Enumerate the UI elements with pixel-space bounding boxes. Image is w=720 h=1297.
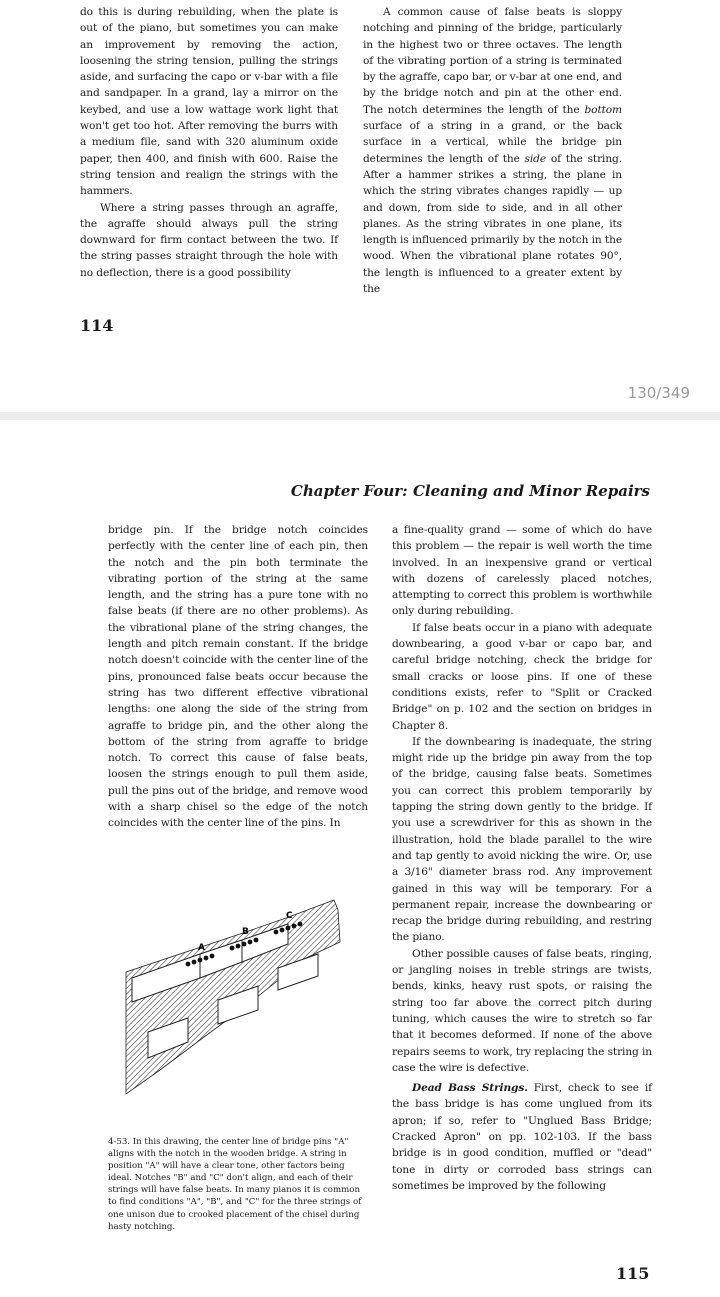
chapter-title: Chapter Four: Cleaning and Minor Repairs [290,482,650,500]
page-115-left-column [108,522,368,832]
page-counter: 130/349 [627,384,690,402]
paragraph: Other possible causes of false beats, ringing, or jangling noises in treble strings are twists, bends, kinks, heavy rust spots, or raising the string too far above the correct pitch during tuning, which causes the wire to stretch so far that it becomes deformed. If none of the above repairs seems to work, try replacing the string in case the wire is defective. [392,947,653,1074]
page-number: 115 [616,1264,650,1283]
paragraph: If the downbearing is inadequate, the string might ride up the bridge pin away from the top of the bridge, causing false beats. Sometimes you can correct this problem temporarily by tapping the string down gently to the bridge. If you use a screwdriver for this as shown in the illustration, hold the blade parallel to the wire and tap gently to avoid nicking the wire. Or, use a 3/16" diameter brass rod. Any improvement gained in this way will be temporary. For a permanent repair, increase the downbearing or recap the bridge during rebuilding, and restring the piano. [392,735,652,944]
paragraph: bridge pin. If the bridge notch coincides perfectly with the center line of each pin, then the notch and the pin both terminate the vibrating portion of the string at the same length, and the string has a pure tone with no false beats (if there are no other problems). As the vibrational plane of the string changes, the length and pitch remain constant. If the bridge notch doesn't coincide with the center line of the pins, pronounced false beats occur because the string has two different effective vibrational lengths: one along the side of the string from agraffe to bridge pin, and the other along the bottom of the string from agraffe to bridge notch. To correct this cause of false beats, loosen the strings enough to pull them aside, pull the pins out of the bridge, and remove wood with a sharp chisel so the edge of the notch coincides with the center line of the pins. In [108,524,368,830]
figure-label-a: A [198,943,205,953]
paragraph: a fine-quality grand — some of which do have this problem — the repair is well worth the time involved. In an inexpensive grand or vertical with dozens of carelessly placed notches, attempting to correct this problem is worthwhile only during rebuilding. [392,524,652,618]
page-114-left-column [80,4,338,281]
bridge-notch-illustration [108,882,368,1122]
page-114-right-column [363,4,622,297]
page-number: 114 [80,316,114,335]
paragraph: Where a string passes through an agraffe, the agraffe should always pull the string downward for firm contact between the two. If the string passes straight through the hole with no deflection, there is a good possibility [80,201,338,279]
bridge-notch-figure [108,882,368,1122]
page-114 [0,0,720,412]
section-heading-dead-bass-strings: Dead Bass Strings. [412,1082,528,1095]
figure-label-c: C [286,911,293,921]
paragraph: Dead Bass Strings. First, check to see if the bass bridge is has come unglued from its apron; if so, refer to "Unglued Bass Bridge; Cracked Apron" on pp. 102-103. If the bass bridge is in good condition, muffled or "dead" tone in dirty or corroded bass strings can sometimes be improved by the following [392,1082,652,1192]
figure-label-b: B [242,927,249,937]
paragraph: A common cause of false beats is sloppy notching and pinning of the bridge, particularly in the highest two or three octaves. The length of the vibrating portion of a string is terminated by the agraffe, capo bar, or v-bar at one end, and by the bridge notch and pin at the other end. The notch determines the length of the bottom surface of a string in a grand, or the back surface in a vertical, while the bridge pin determines the length of the side of the string. After a hammer strikes a string, the plane in which the string vibrates changes rapidly — up and down, from side to side, and in all other planes. As the string vibrates in one plane, its length is influenced primarily by the notch in the wood. When the vibrational plane rotates 90°, the length is influenced to a greater extent by the [363,6,622,296]
page-divider [0,412,720,420]
page-115-right-column [392,522,652,1194]
paragraph: If false beats occur in a piano with adequate downbearing, a good v-bar or capo bar, and careful bridge notching, check the bridge for small cracks or loose pins. If one of these conditions exists, refer to "Split or Cracked Bridge" on p. 102 and the section on bridges in Chapter 8. [392,621,652,732]
figure-caption: 4-53. In this drawing, the center line of bridge pins "A" aligns with the notch in the wooden bridge. A string in position "A" will have a clear tone, other factors being ideal. Notches "B" and "C" don't align, and each of their strings will have false beats. In many pianos it is common to find conditions "A", "B", and "C" for the three strings of one unison due to crooked placement of the chisel during hasty notching. [108,1137,362,1232]
paragraph: do this is during rebuilding, when the plate is out of the piano, but sometimes you can make an improvement by removing the action, loosening the string tension, pulling the strings aside, and surfacing the capo or v-bar with a file and sandpaper. In a grand, lay a mirror on the keybed, and use a low wattage work light that won't get too hot. After removing the burrs with a medium file, sand with 320 aluminum oxide paper, then 400, and finish with 600. Raise the string tension and realign the strings with the hammers. [80,6,338,198]
